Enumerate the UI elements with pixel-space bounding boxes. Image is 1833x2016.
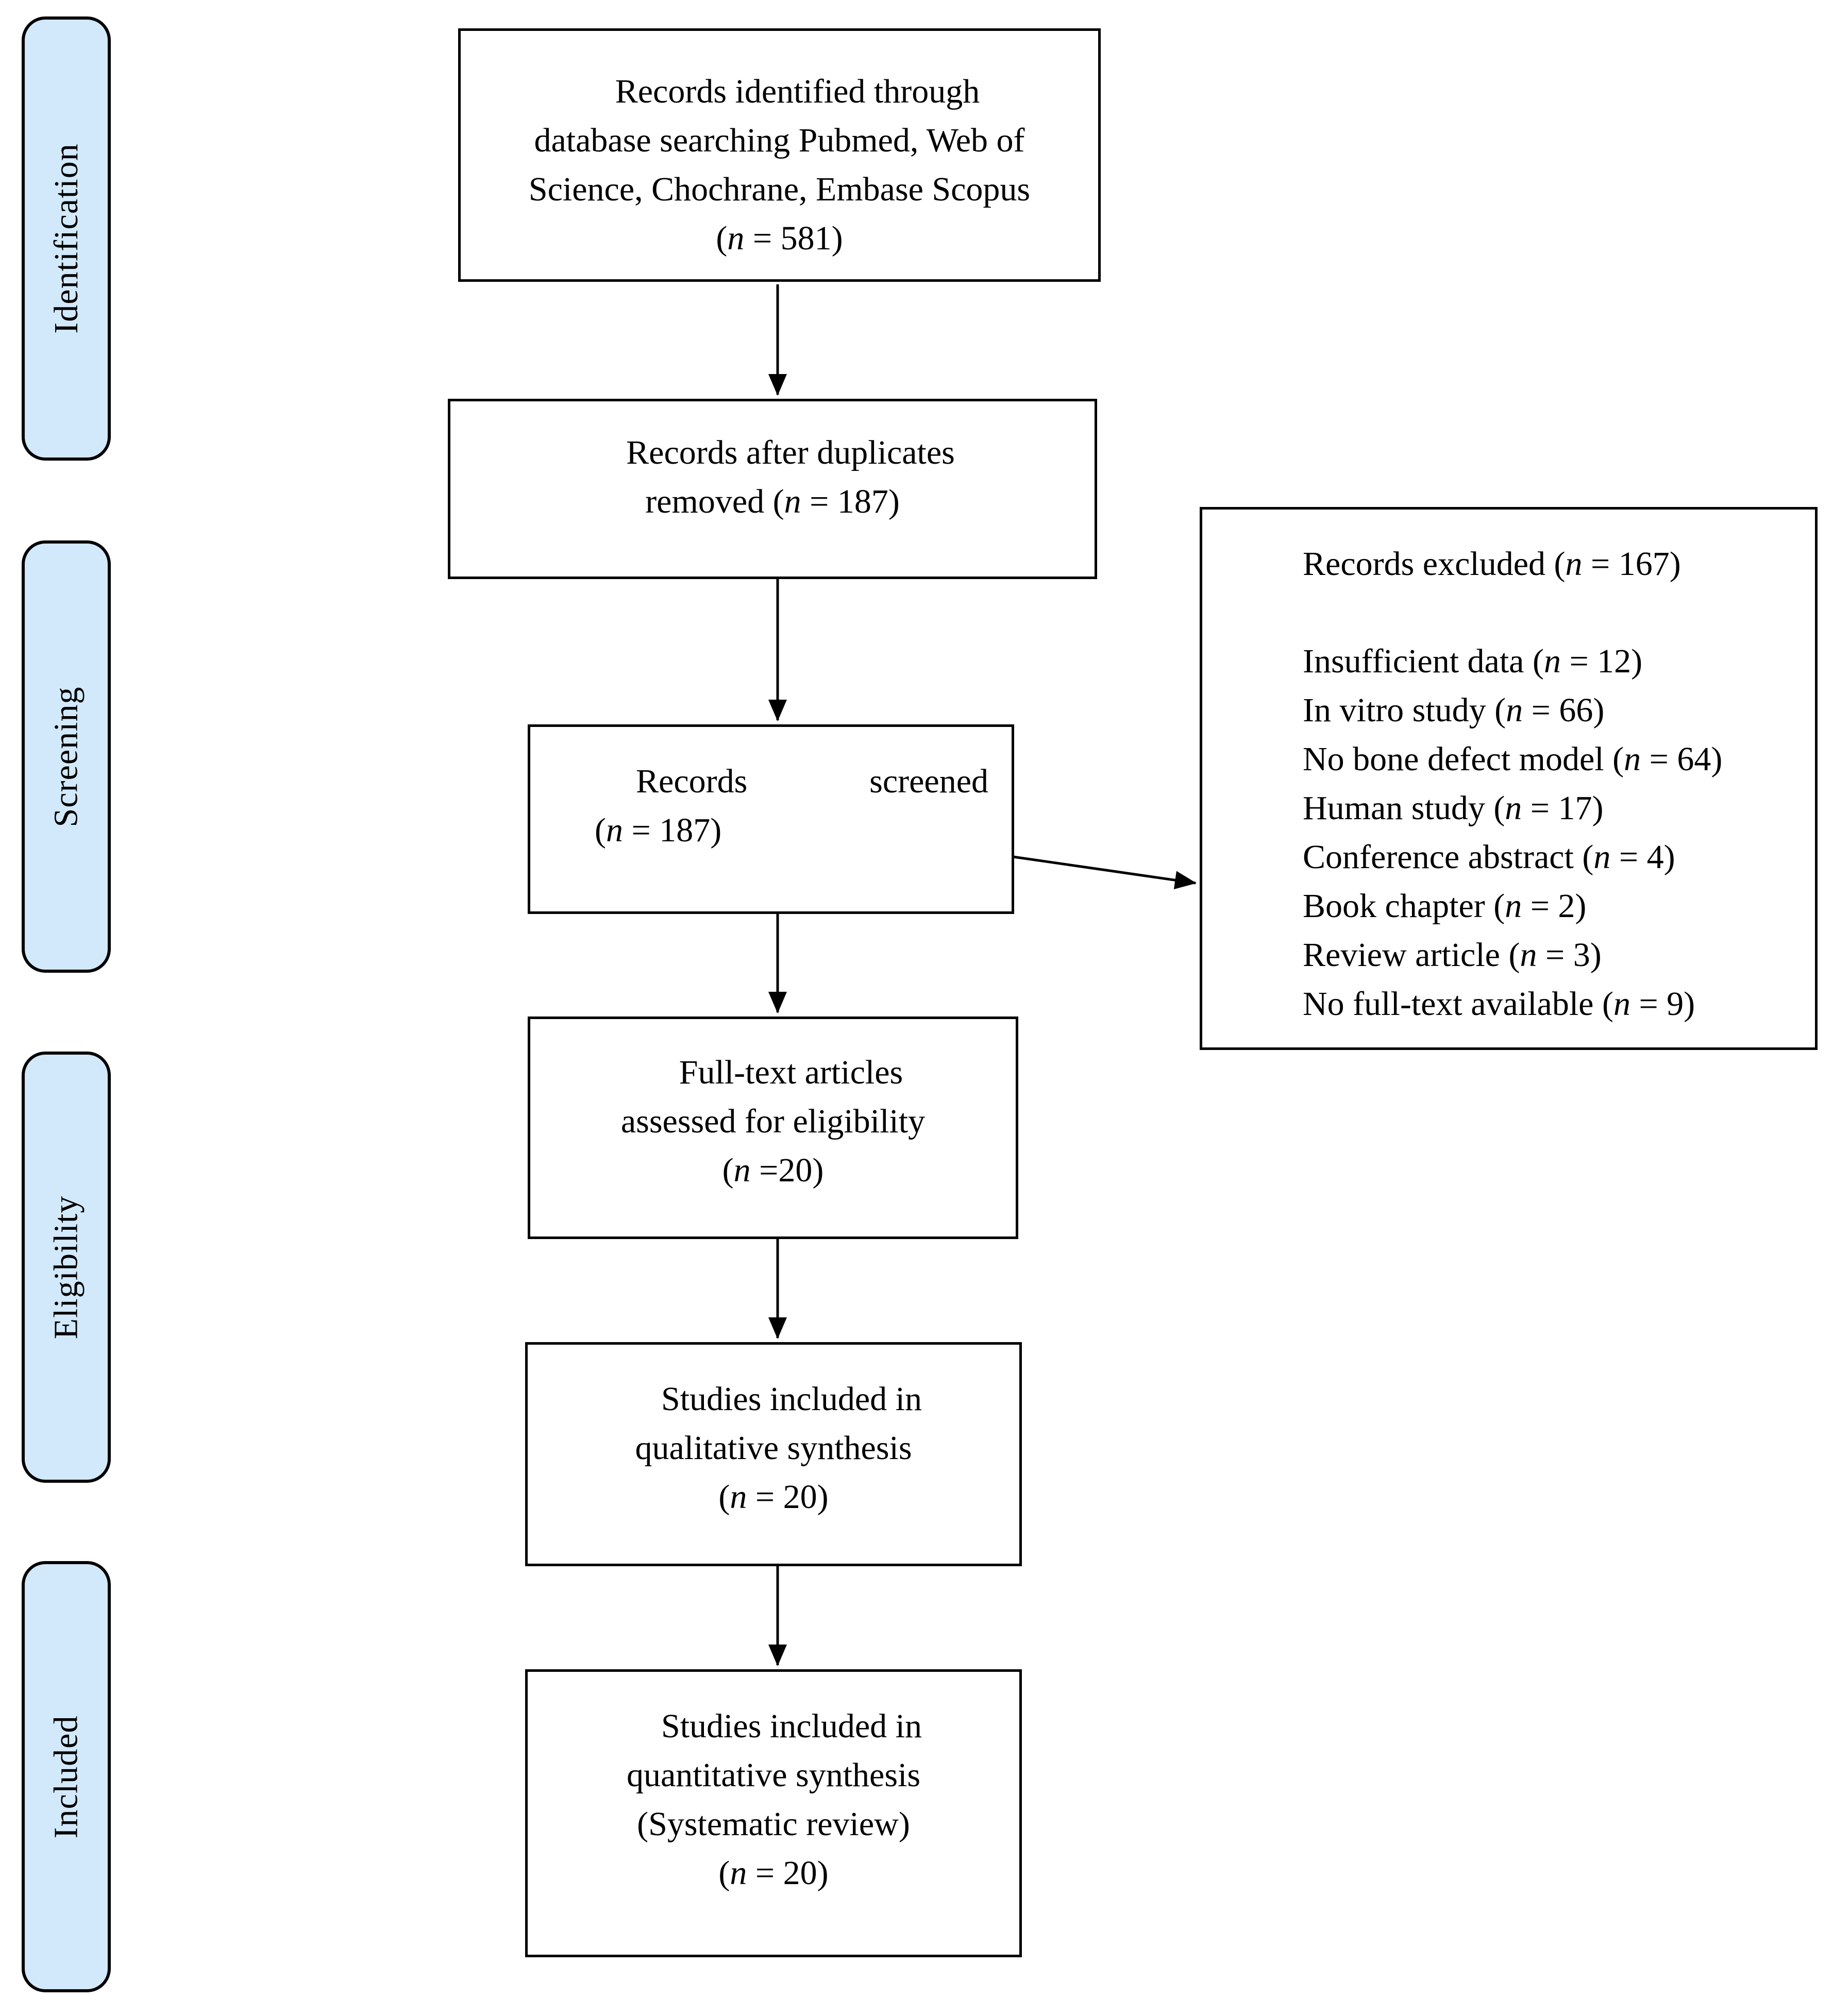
- stage-identification-label: Identification: [47, 143, 85, 334]
- stage-included: [22, 1561, 111, 1992]
- stage-identification: [22, 16, 111, 461]
- arrow-screened-to-excluded: [1013, 857, 1196, 883]
- duplicates-removed-line-1: Records after duplicates: [626, 434, 955, 471]
- excluded-reason-review-article: Review article (n = 3): [1303, 936, 1602, 974]
- excluded-reason-no-fulltext: No full-text available (n = 9): [1303, 985, 1695, 1023]
- qualitative-count: (n = 20): [718, 1478, 829, 1516]
- excluded-reason-no-bone-defect-model: No bone defect model (n = 64): [1303, 740, 1723, 778]
- stage-eligibility: [22, 1052, 111, 1483]
- quantitative-line-1: Studies included in: [661, 1707, 922, 1745]
- box-quantitative-synthesis: [525, 1669, 1022, 1957]
- box-records-screened: [528, 724, 1014, 914]
- excluded-reason-human-study: Human study (n = 17): [1303, 789, 1604, 827]
- fulltext-count: (n =20): [722, 1151, 824, 1189]
- duplicates-removed-line-2: removed (n = 187): [645, 483, 900, 520]
- stage-eligibility-label: Eligibility: [47, 1195, 85, 1339]
- records-identified-line-3: Science, Chochrane, Embase Scopus: [528, 171, 1031, 208]
- stage-included-label: Included: [47, 1715, 85, 1838]
- quantitative-count: (n = 20): [718, 1854, 829, 1892]
- fulltext-line-2: assessed for eligibility: [620, 1103, 926, 1140]
- quantitative-line-2: quantitative synthesis: [626, 1756, 921, 1794]
- stage-screening: [22, 540, 111, 973]
- excluded-reason-insufficient-data: Insufficient data (n = 12): [1303, 642, 1643, 680]
- box-qualitative-synthesis: [525, 1342, 1022, 1566]
- box-records-excluded: [1200, 507, 1818, 1050]
- records-screened-word-1: Records: [636, 763, 748, 800]
- fulltext-line-1: Full-text articles: [679, 1054, 903, 1091]
- excluded-reason-in-vitro: In vitro study (n = 66): [1303, 691, 1605, 729]
- records-screened-count: (n = 187): [595, 811, 722, 849]
- box-duplicates-removed: [448, 399, 1097, 579]
- quantitative-line-3: (Systematic review): [637, 1805, 910, 1843]
- box-records-identified: [458, 28, 1101, 282]
- records-excluded-title: Records excluded (n = 167): [1303, 545, 1681, 583]
- records-identified-line-2: database searching Pubmed, Web of: [534, 122, 1025, 159]
- box-fulltext-assessed: [528, 1017, 1018, 1239]
- qualitative-line-2: qualitative synthesis: [635, 1429, 912, 1467]
- stage-screening-label: Screening: [47, 686, 85, 827]
- records-identified-count: (n = 581): [716, 219, 843, 257]
- records-screened-word-2: screened: [869, 763, 988, 800]
- records-screened-line-1: [530, 757, 1012, 806]
- qualitative-line-1: Studies included in: [661, 1380, 922, 1418]
- excluded-reason-conference-abstract: Conference abstract (n = 4): [1303, 838, 1675, 876]
- excluded-reason-book-chapter: Book chapter (n = 2): [1303, 887, 1587, 925]
- records-identified-line-1: Records identified through: [615, 73, 980, 110]
